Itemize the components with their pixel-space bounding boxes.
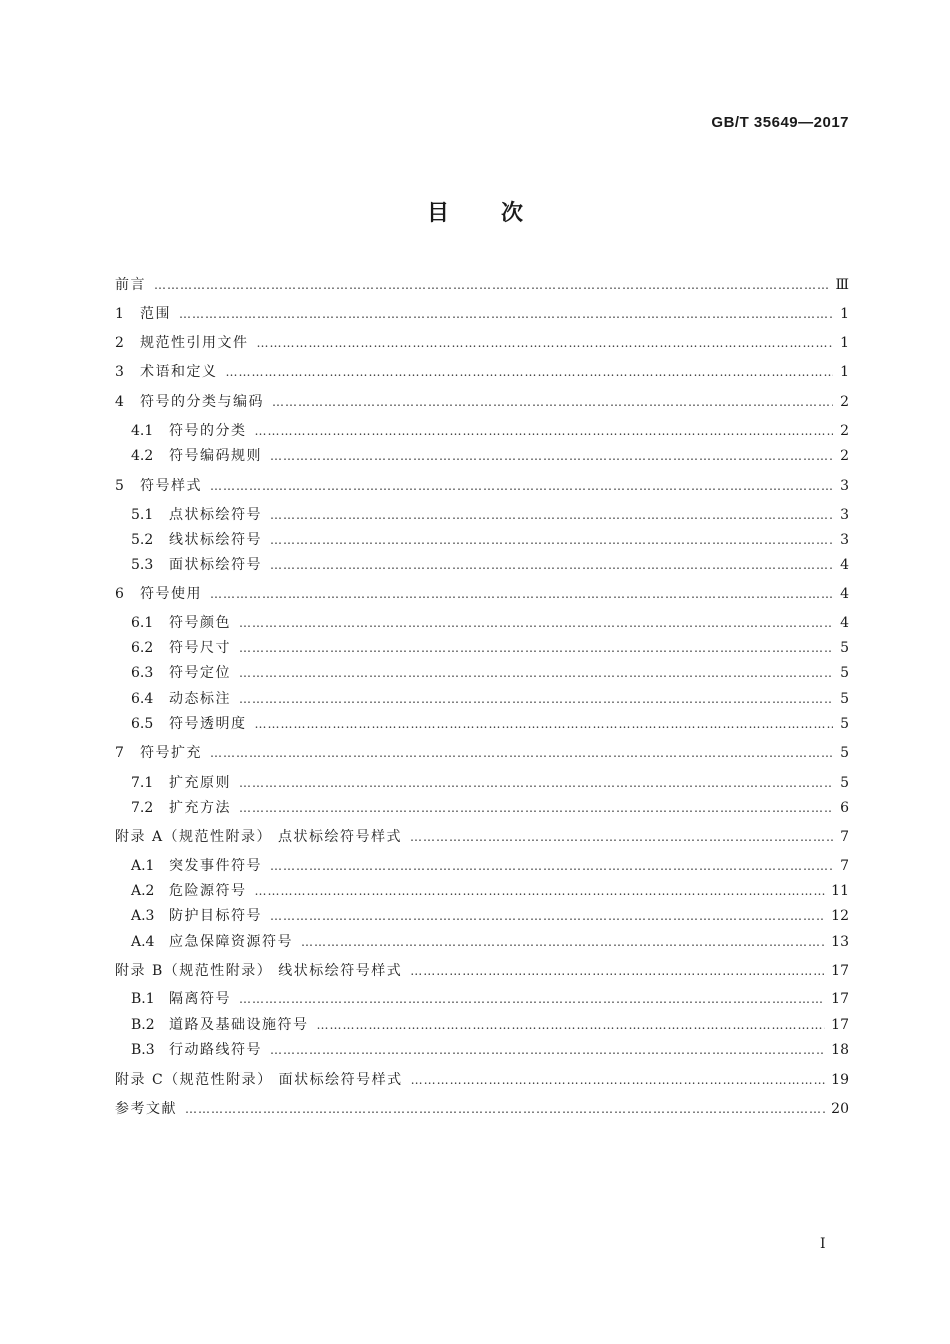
toc-entry-page: 5 xyxy=(840,745,849,761)
toc-leader-dots xyxy=(270,555,833,575)
toc-leader-dots xyxy=(270,856,833,876)
toc-leader-dots xyxy=(226,362,834,382)
toc-entry-page: 4 xyxy=(840,615,849,631)
toc-entry-number: 7 xyxy=(115,745,124,761)
toc-entry-title: 符号扩充 xyxy=(140,745,202,761)
toc-entry-number: 2 xyxy=(115,335,124,351)
toc-entry-title: 道路及基础设施符号 xyxy=(169,1017,309,1033)
toc-entry-number: A.3 xyxy=(131,908,155,924)
toc-entry-number: 4.1 xyxy=(131,423,154,439)
toc-leader-dots xyxy=(239,798,833,818)
toc-entry-title: 规范性引用文件 xyxy=(140,335,249,351)
toc-leader-dots xyxy=(317,1015,826,1035)
page-title-char-2: 次 xyxy=(501,201,524,226)
toc-entry[interactable] xyxy=(115,362,849,382)
toc-entry-number: A.4 xyxy=(131,934,155,950)
toc-entry-page: 5 xyxy=(840,775,849,791)
toc-leader-dots xyxy=(257,333,834,353)
toc-entry-page: 13 xyxy=(831,934,849,950)
toc-entry[interactable] xyxy=(131,798,849,818)
toc-entry[interactable] xyxy=(115,827,849,847)
toc-entry[interactable] xyxy=(131,932,849,952)
toc-entry[interactable] xyxy=(131,446,849,466)
toc-entry-number: B.2 xyxy=(131,1017,155,1033)
toc-entry[interactable] xyxy=(115,1099,849,1119)
toc-entry[interactable] xyxy=(115,304,849,324)
toc-entry[interactable] xyxy=(131,555,849,575)
page-title-char-1: 目 xyxy=(426,201,449,226)
toc-entry-page: 6 xyxy=(840,800,849,816)
toc-entry[interactable] xyxy=(131,530,849,550)
toc-entry[interactable] xyxy=(131,421,849,441)
toc-entry[interactable] xyxy=(131,505,849,525)
toc-entry[interactable] xyxy=(115,1070,849,1090)
toc-entry-title: 附录 A（规范性附录） 点状标绘符号样式 xyxy=(115,829,403,845)
toc-entry[interactable] xyxy=(131,663,849,683)
toc-entry-title: 突发事件符号 xyxy=(169,858,262,874)
toc-leader-dots xyxy=(239,689,833,709)
toc-entry-title: 防护目标符号 xyxy=(169,908,262,924)
toc-leader-dots xyxy=(239,773,833,793)
toc-entry-number: 5.3 xyxy=(131,557,154,573)
toc-entry-title: 扩充方法 xyxy=(169,800,231,816)
toc-entry-number: 6.3 xyxy=(131,665,154,681)
toc-leader-dots xyxy=(154,275,829,295)
toc-leader-dots xyxy=(270,530,833,550)
toc-entry-page: 17 xyxy=(831,991,849,1007)
toc-entry[interactable] xyxy=(131,714,849,734)
toc-entry-page: 4 xyxy=(840,586,849,602)
toc-entry[interactable] xyxy=(115,584,849,604)
toc-entry-title: 动态标注 xyxy=(169,691,231,707)
toc-leader-dots xyxy=(270,1040,825,1060)
toc-entry-page: 5 xyxy=(840,691,849,707)
toc-leader-dots xyxy=(410,961,825,981)
toc-entry-page: 18 xyxy=(831,1042,849,1058)
toc-entry-page: 5 xyxy=(840,716,849,732)
toc-entry-page: 17 xyxy=(831,963,849,979)
toc-entry-page: 5 xyxy=(840,640,849,656)
toc-entry-title: 危险源符号 xyxy=(169,883,247,899)
toc-entry-title: 线状标绘符号 xyxy=(169,532,262,548)
toc-entry[interactable] xyxy=(131,613,849,633)
toc-entry[interactable] xyxy=(131,906,849,926)
toc-leader-dots xyxy=(239,613,833,633)
toc-leader-dots xyxy=(179,304,833,324)
toc-entry[interactable] xyxy=(131,1015,849,1035)
toc-entry-title: 附录 B（规范性附录） 线状标绘符号样式 xyxy=(115,963,403,979)
toc-entry[interactable] xyxy=(115,743,849,763)
toc-entry-number: 1 xyxy=(115,306,124,322)
toc-entry-title: 符号的分类与编码 xyxy=(140,394,264,410)
toc-entry-number: A.1 xyxy=(131,858,155,874)
toc-entry-title: 附录 C（规范性附录） 面状标绘符号样式 xyxy=(115,1072,403,1088)
toc-entry-title: 应急保障资源符号 xyxy=(169,934,293,950)
toc-entry-title: 符号编码规则 xyxy=(169,448,262,464)
toc-entry-number: A.2 xyxy=(131,883,155,899)
toc-entry-page: 7 xyxy=(840,829,849,845)
toc-entry-number: 3 xyxy=(115,364,124,380)
toc-entry-page: 1 xyxy=(840,335,849,351)
toc-entry[interactable] xyxy=(115,275,849,295)
toc-entry-title: 行动路线符号 xyxy=(169,1042,262,1058)
toc-entry-page: 3 xyxy=(840,507,849,523)
toc-entry[interactable] xyxy=(131,773,849,793)
toc-leader-dots xyxy=(210,584,833,604)
toc-leader-dots xyxy=(270,505,833,525)
toc-entry-page: 4 xyxy=(840,557,849,573)
toc-leader-dots xyxy=(410,827,833,847)
toc-entry-title: 符号样式 xyxy=(140,478,202,494)
toc-leader-dots xyxy=(411,1070,826,1090)
toc-entry-page: 19 xyxy=(831,1072,849,1088)
toc-entry-title: 参考文献 xyxy=(115,1101,177,1117)
toc-entry-page: 2 xyxy=(840,394,849,410)
toc-entry-number: 6.2 xyxy=(131,640,154,656)
standard-code: GB/T 35649—2017 xyxy=(711,114,849,131)
toc-entry[interactable] xyxy=(115,333,849,353)
toc-entry-page: 2 xyxy=(840,448,849,464)
toc-leader-dots xyxy=(239,663,833,683)
toc-entry-title: 面状标绘符号 xyxy=(169,557,262,573)
toc-entry-number: 6.4 xyxy=(131,691,154,707)
toc-entry-title: 符号颜色 xyxy=(169,615,231,631)
toc-leader-dots xyxy=(255,714,834,734)
toc-entry-page: 20 xyxy=(831,1101,849,1117)
toc-entry[interactable] xyxy=(131,989,849,1009)
toc-entry-title: 符号定位 xyxy=(169,665,231,681)
toc-entry[interactable] xyxy=(115,476,849,496)
toc-leader-dots xyxy=(185,1099,825,1119)
toc-entry[interactable] xyxy=(131,856,849,876)
toc-entry[interactable] xyxy=(115,392,849,412)
toc-entry-page: 5 xyxy=(840,665,849,681)
toc-leader-dots xyxy=(270,906,825,926)
toc-leader-dots xyxy=(301,932,825,952)
toc-entry-page: 7 xyxy=(840,858,849,874)
toc-entry[interactable] xyxy=(131,689,849,709)
toc-entry-page: 2 xyxy=(840,423,849,439)
toc-entry-number: B.1 xyxy=(131,991,155,1007)
toc-entry-page: 17 xyxy=(831,1017,849,1033)
toc-entry-title: 符号透明度 xyxy=(169,716,247,732)
toc-entry-page: 3 xyxy=(840,478,849,494)
toc-leader-dots xyxy=(272,392,833,412)
toc-entry-number: 4.2 xyxy=(131,448,154,464)
toc-leader-dots xyxy=(255,421,834,441)
toc-entry-title: 范围 xyxy=(140,306,171,322)
toc-leader-dots xyxy=(239,638,833,658)
toc-entry-number: 5 xyxy=(115,478,124,494)
toc-entry-number: 4 xyxy=(115,394,124,410)
toc-entry-page: 12 xyxy=(831,908,849,924)
toc-entry[interactable] xyxy=(131,638,849,658)
toc-entry[interactable] xyxy=(115,961,849,981)
toc-entry-number: B.3 xyxy=(131,1042,155,1058)
toc-entry-title: 符号尺寸 xyxy=(169,640,231,656)
toc-entry-title: 术语和定义 xyxy=(140,364,218,380)
toc-entry-page: 3 xyxy=(840,532,849,548)
toc-leader-dots xyxy=(210,743,833,763)
toc-entry-title: 符号的分类 xyxy=(169,423,247,439)
toc-leader-dots xyxy=(239,989,825,1009)
toc-entry-title: 扩充原则 xyxy=(169,775,231,791)
toc-entry-title: 符号使用 xyxy=(140,586,202,602)
toc-leader-dots xyxy=(255,881,826,901)
toc-entry-page: Ⅲ xyxy=(835,277,849,293)
toc-entry-number: 5.2 xyxy=(131,532,154,548)
toc-entry-page: 11 xyxy=(831,883,849,899)
toc-entry[interactable] xyxy=(131,1040,849,1060)
toc-entry-page: 1 xyxy=(840,306,849,322)
toc-entry-number: 6.1 xyxy=(131,615,154,631)
page-number: Ⅰ xyxy=(820,1236,826,1252)
toc-entry-number: 7.1 xyxy=(131,775,154,791)
toc-entry-page: 1 xyxy=(840,364,849,380)
toc-entry-number: 7.2 xyxy=(131,800,154,816)
toc-entry-title: 前言 xyxy=(115,277,146,293)
toc-entry-title: 隔离符号 xyxy=(169,991,231,1007)
toc-entry[interactable] xyxy=(131,881,849,901)
toc-leader-dots xyxy=(210,476,833,496)
toc-entry-number: 5.1 xyxy=(131,507,154,523)
toc-entry-number: 6 xyxy=(115,586,124,602)
toc-entry-title: 点状标绘符号 xyxy=(169,507,262,523)
toc-entry-number: 6.5 xyxy=(131,716,154,732)
toc-leader-dots xyxy=(270,446,833,466)
